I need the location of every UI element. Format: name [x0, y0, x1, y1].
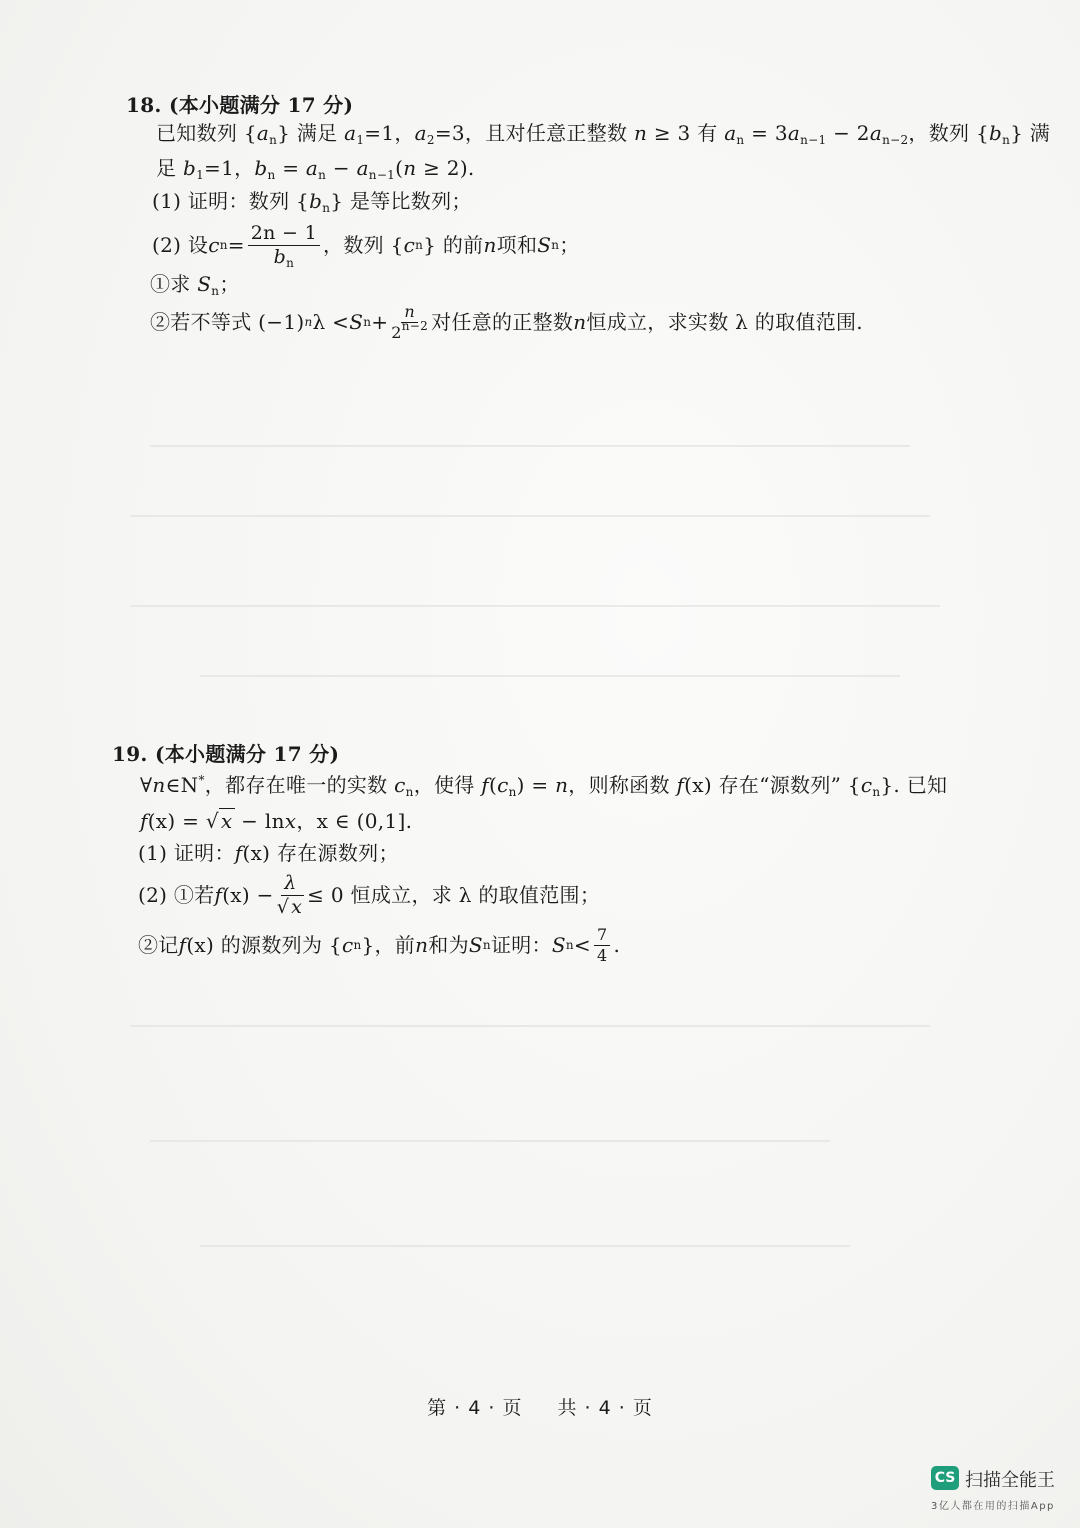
bleed-through-line [130, 515, 930, 517]
bleed-through-line [130, 605, 940, 607]
q19-subpart2: ②记 f (x) 的源数列为 { c n }，前 n 和为 S n 证明： S n < $\frac{7}{4}$ . [138, 924, 621, 965]
watermark-tagline: 3亿人都在用的扫描App [931, 1501, 1055, 1512]
page-footer [0, 1393, 1080, 1420]
page-number: 第 · 4 · 页 [427, 1397, 523, 1419]
q19-definition-line1: ∀n∈N*，都存在唯一的实数 $c_n$，使得 $f(c_n) = n$，则称函数 f(x) 存在“源数列” $\{c_n\}$. 已知 [140, 773, 948, 799]
q19-definition-line2: f(x) = √ x − lnx，x ∈ (0,1]. [140, 809, 413, 833]
watermark-app-name: 扫描全能王 [965, 1470, 1055, 1491]
q19-seven-fourths: $\frac{7}{4}$ [594, 927, 610, 964]
bleed-through-line [200, 675, 900, 677]
bleed-through-line [130, 1025, 930, 1027]
q19-part2: (2) ①若 f (x) − $\frac{\lambda}{√ x}$ ≤ 0 恒成立，求 λ 的取值范围； [138, 871, 601, 918]
q18-subpart1: ①求 $S_n$； [150, 272, 240, 298]
q18-condition-line2: 足 $b_1=1$，$b_n = a_n - a_{n-1}(n \ge 2)$. [156, 156, 475, 182]
bleed-through-line [200, 1245, 850, 1247]
bleed-through-line [150, 1140, 830, 1142]
q18-cn-fraction: $\frac{2n - 1}{b_n}$ [248, 224, 320, 267]
q18-heading: 18. (本小题满分 17 分) [126, 93, 354, 117]
q18-part2: (2) 设 c n = $\frac{2n - 1}{b_n}$ ，数列 { c n } 的前 n 项和 S n ； [152, 221, 580, 270]
camscanner-logo-icon: CS [931, 1466, 959, 1490]
q18-inequality-fraction: $\frac{n}{2^{n-2}}$ [391, 301, 429, 342]
q18-condition-line1: 已知数列 $\{a_n\}$ 满足 $a_1=1$，$a_2=3$，且对任意正整数 n ≥ 3 有 $a_n = 3a_{n-1} - 2a_{n-2}$，数列 $\{b_n\}$ 满 [156, 121, 1051, 147]
bleed-through-line [150, 445, 910, 447]
q19-heading: 19. (本小题满分 17 分) [112, 742, 340, 766]
q19-part1: (1) 证明：f(x) 存在源数列； [138, 841, 399, 865]
page-total: 共 · 4 · 页 [557, 1397, 653, 1419]
q19-lambda-fraction: $\frac{\lambda}{√ x}$ [276, 871, 303, 918]
q18-subpart2: ②若不等式 (−1) n λ < S n + $\frac{n}{2^{n-2}}$ 对任意的正整数 n 恒成立，求实数 λ 的取值范围. [150, 301, 863, 342]
q18-part1: (1) 证明：数列 $\{b_n\}$ 是等比数列； [152, 189, 472, 215]
